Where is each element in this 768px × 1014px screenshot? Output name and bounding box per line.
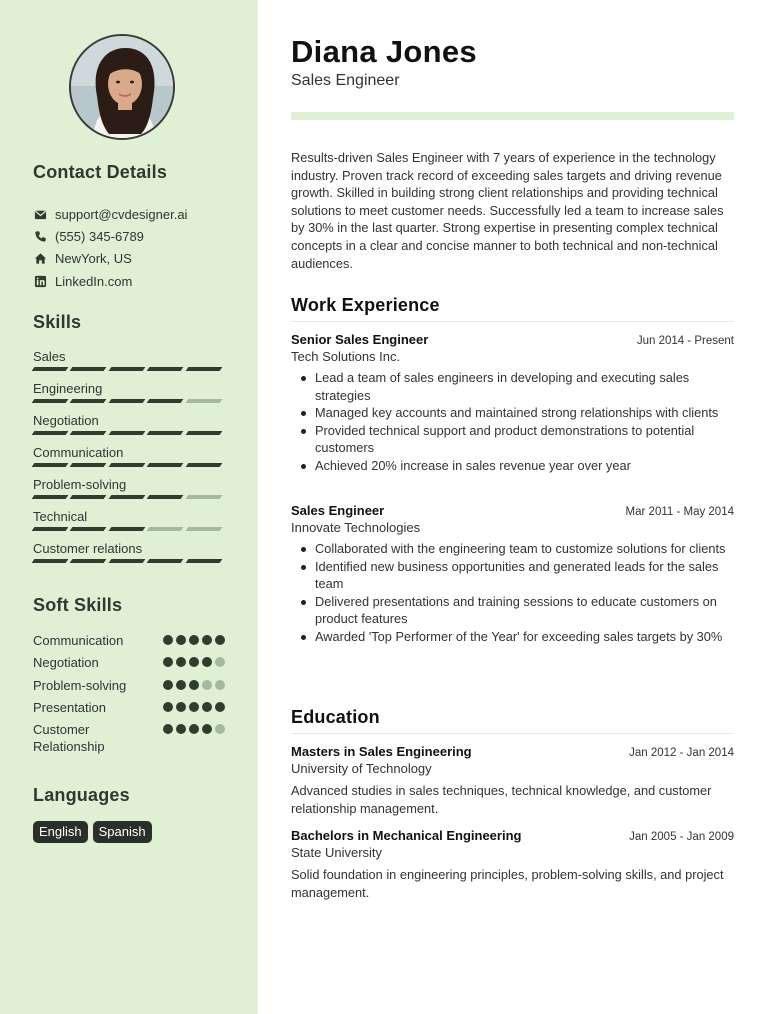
language-badge: English xyxy=(33,821,88,843)
skill-segment-filled xyxy=(70,463,107,467)
job-bullet: Awarded 'Top Performer of the Year' for exceeding sales targets by 30% xyxy=(291,628,734,646)
soft-skill-label: Negotiation xyxy=(33,655,99,671)
skill-segment-filled xyxy=(147,399,184,403)
rating-dot-filled xyxy=(202,635,212,645)
skill-segment-filled xyxy=(108,495,145,499)
skill-segment-filled xyxy=(32,367,69,371)
skill-segment-filled xyxy=(32,495,69,499)
contact-heading: Contact Details xyxy=(33,162,168,182)
job-date: Jun 2014 - Present xyxy=(636,335,734,347)
soft-skill-label: Communication xyxy=(33,633,124,648)
skill-item xyxy=(33,540,223,572)
job-entry xyxy=(291,332,734,475)
skill-segment-filled xyxy=(70,367,107,371)
skill-segment-empty xyxy=(147,527,184,531)
soft-skill-dots xyxy=(163,680,225,690)
contact-location-text: NewYork, US xyxy=(55,251,132,267)
rating-dot-empty xyxy=(215,724,225,734)
rating-dot-filled xyxy=(163,657,173,667)
languages-heading: Languages xyxy=(33,785,130,805)
skill-level-bar xyxy=(33,527,223,531)
skill-level-bar xyxy=(33,399,223,403)
skill-segment-filled xyxy=(147,495,184,499)
skill-segment-filled xyxy=(32,399,69,403)
skill-item xyxy=(33,476,223,508)
soft-skill-dots xyxy=(163,635,225,645)
skills-list xyxy=(33,348,223,572)
contact-phone[interactable] xyxy=(33,225,187,247)
soft-skill-label: Presentation xyxy=(33,699,106,715)
job-date: Mar 2011 - May 2014 xyxy=(625,506,734,518)
education-heading: Education xyxy=(291,707,380,727)
skill-segment-filled xyxy=(70,495,107,499)
soft-skill-dots xyxy=(163,724,225,734)
job-bullet: Provided technical support and product demonstrations to potential customers xyxy=(291,422,734,457)
job-bullet: Managed key accounts and maintained strong relationships with clients xyxy=(291,404,734,422)
skill-segment-filled xyxy=(185,431,222,435)
rating-dot-filled xyxy=(189,635,199,645)
candidate-role: Sales Engineer xyxy=(291,72,400,89)
skill-segment-filled xyxy=(108,527,145,531)
rating-dot-filled xyxy=(189,680,199,690)
rating-dot-filled xyxy=(176,702,186,712)
rating-dot-empty xyxy=(215,680,225,690)
linkedin-icon xyxy=(33,274,47,288)
phone-icon xyxy=(33,229,47,243)
job-bullet: Collaborated with the engineering team to customize solutions for clients xyxy=(291,540,734,558)
skill-level-bar xyxy=(33,495,223,499)
profile-summary: Results-driven Sales Engineer with 7 years of experience in the technology industry. Proven track record of exceeding sales targets and driving revenue growth. Skilled in building strong client relationships and providing technical solutions to meet customer needs. Successfully led a team to increase sales by 30% in the last quarter. Strong expertise in presenting complex technical concepts in a clear and concise manner to both technical and non-technical audiences. xyxy=(291,150,724,271)
education-entry xyxy=(291,744,734,817)
soft-skill-label: Customer Relationship xyxy=(33,722,105,755)
skill-segment-empty xyxy=(185,527,222,531)
skill-level-bar xyxy=(33,431,223,435)
skill-segment-filled xyxy=(32,431,69,435)
skill-segment-filled xyxy=(108,367,145,371)
rating-dot-filled xyxy=(176,657,186,667)
contact-linkedin[interactable] xyxy=(33,270,187,292)
profile-photo xyxy=(69,34,175,140)
skill-label: Negotiation xyxy=(33,413,99,428)
contact-list xyxy=(33,203,187,292)
skill-item xyxy=(33,412,223,444)
rating-dot-filled xyxy=(176,635,186,645)
skill-segment-filled xyxy=(70,431,107,435)
contact-linkedin-text: LinkedIn.com xyxy=(55,273,133,289)
job-bullet: Achieved 20% increase in sales revenue year over year xyxy=(291,457,734,475)
education-degree: Masters in Sales Engineering xyxy=(291,744,472,759)
skill-level-bar xyxy=(33,463,223,467)
skill-segment-filled xyxy=(185,463,222,467)
skill-segment-filled xyxy=(108,399,145,403)
rating-dot-filled xyxy=(202,702,212,712)
soft-skill-item xyxy=(33,677,225,699)
rating-dot-filled xyxy=(163,702,173,712)
education-header xyxy=(291,744,734,759)
education-date: Jan 2005 - Jan 2009 xyxy=(629,831,734,843)
skill-label: Customer relations xyxy=(33,541,143,556)
rating-dot-filled xyxy=(202,657,212,667)
job-title: Senior Sales Engineer xyxy=(291,332,429,347)
skill-segment-filled xyxy=(108,559,145,563)
job-bullet: Lead a team of sales engineers in developing and executing sales strategies xyxy=(291,369,734,404)
job-bullets xyxy=(291,369,734,475)
job-company: Tech Solutions Inc. xyxy=(291,349,401,364)
rating-dot-filled xyxy=(163,680,173,690)
soft-skill-item xyxy=(33,721,225,757)
skill-level-bar xyxy=(33,559,223,563)
soft-skill-item xyxy=(33,632,225,654)
soft-skill-item xyxy=(33,654,225,676)
job-company: Innovate Technologies xyxy=(291,520,421,535)
candidate-name: Diana Jones xyxy=(291,34,477,69)
skill-label: Problem-solving xyxy=(33,477,127,492)
work-experience-heading: Work Experience xyxy=(291,295,440,315)
soft-skills-list xyxy=(33,632,225,757)
rating-dot-empty xyxy=(215,657,225,667)
rating-dot-filled xyxy=(163,724,173,734)
education-description: Advanced studies in sales techniques, technical knowledge, and customer relationship management. xyxy=(291,783,712,816)
soft-skills-heading: Soft Skills xyxy=(33,595,123,615)
soft-skill-dots xyxy=(163,657,225,667)
skill-label: Engineering xyxy=(33,381,103,396)
header-accent-bar xyxy=(291,112,734,120)
job-title: Sales Engineer xyxy=(291,503,385,518)
rating-dot-filled xyxy=(215,702,225,712)
skill-segment-filled xyxy=(70,559,107,563)
job-bullet: Identified new business opportunities and generated leads for the sales team xyxy=(291,558,734,593)
skill-segment-filled xyxy=(32,559,69,563)
rating-dot-filled xyxy=(176,680,186,690)
job-entry xyxy=(291,503,734,646)
skill-segment-filled xyxy=(147,431,184,435)
skill-segment-filled xyxy=(70,527,107,531)
rating-dot-filled xyxy=(202,724,212,734)
job-bullet: Delivered presentations and training sessions to educate customers on product features xyxy=(291,593,734,628)
skill-item xyxy=(33,444,223,476)
skill-segment-filled xyxy=(32,527,69,531)
skill-segment-filled xyxy=(108,463,145,467)
soft-skill-dots xyxy=(163,702,225,712)
skill-segment-filled xyxy=(185,559,222,563)
section-divider xyxy=(291,733,734,734)
contact-location xyxy=(33,248,187,270)
skill-segment-filled xyxy=(108,431,145,435)
soft-skill-item xyxy=(33,699,225,721)
contact-email[interactable] xyxy=(33,203,187,225)
skill-segment-filled xyxy=(147,559,184,563)
job-header xyxy=(291,503,734,518)
soft-skill-label: Problem-solving xyxy=(33,677,127,693)
skill-label: Communication xyxy=(33,445,124,460)
skill-segment-filled xyxy=(147,367,184,371)
section-divider xyxy=(291,321,734,322)
profile-photo-illustration xyxy=(71,36,175,140)
main-content xyxy=(258,0,768,1014)
home-icon xyxy=(33,252,47,266)
skill-label: Sales xyxy=(33,349,66,364)
skill-item xyxy=(33,380,223,412)
skill-segment-filled xyxy=(147,463,184,467)
skills-heading: Skills xyxy=(33,312,82,332)
skill-segment-filled xyxy=(32,463,69,467)
education-entry xyxy=(291,828,734,901)
rating-dot-filled xyxy=(163,635,173,645)
sidebar xyxy=(0,0,258,1014)
language-badge: Spanish xyxy=(93,821,152,843)
rating-dot-filled xyxy=(189,702,199,712)
skill-segment-filled xyxy=(185,367,222,371)
skill-item xyxy=(33,348,223,380)
rating-dot-filled xyxy=(189,724,199,734)
skill-segment-empty xyxy=(185,495,222,499)
education-degree: Bachelors in Mechanical Engineering xyxy=(291,828,522,843)
rating-dot-empty xyxy=(202,680,212,690)
education-header xyxy=(291,828,734,843)
education-date: Jan 2012 - Jan 2014 xyxy=(629,747,734,759)
rating-dot-filled xyxy=(215,635,225,645)
skill-item xyxy=(33,508,223,540)
contact-phone-text: (555) 345-6789 xyxy=(55,228,144,244)
education-school: State University xyxy=(291,845,383,860)
education-school: University of Technology xyxy=(291,761,432,776)
languages-list xyxy=(33,821,152,843)
skill-level-bar xyxy=(33,367,223,371)
contact-email-text: support@cvdesigner.ai xyxy=(55,206,188,222)
skill-segment-filled xyxy=(70,399,107,403)
education-description: Solid foundation in engineering principles, problem-solving skills, and project management. xyxy=(291,867,724,900)
job-header xyxy=(291,332,734,347)
rating-dot-filled xyxy=(189,657,199,667)
job-bullets xyxy=(291,540,734,646)
rating-dot-filled xyxy=(176,724,186,734)
skill-segment-empty xyxy=(185,399,222,403)
envelope-icon xyxy=(33,207,47,221)
skill-label: Technical xyxy=(33,509,88,524)
